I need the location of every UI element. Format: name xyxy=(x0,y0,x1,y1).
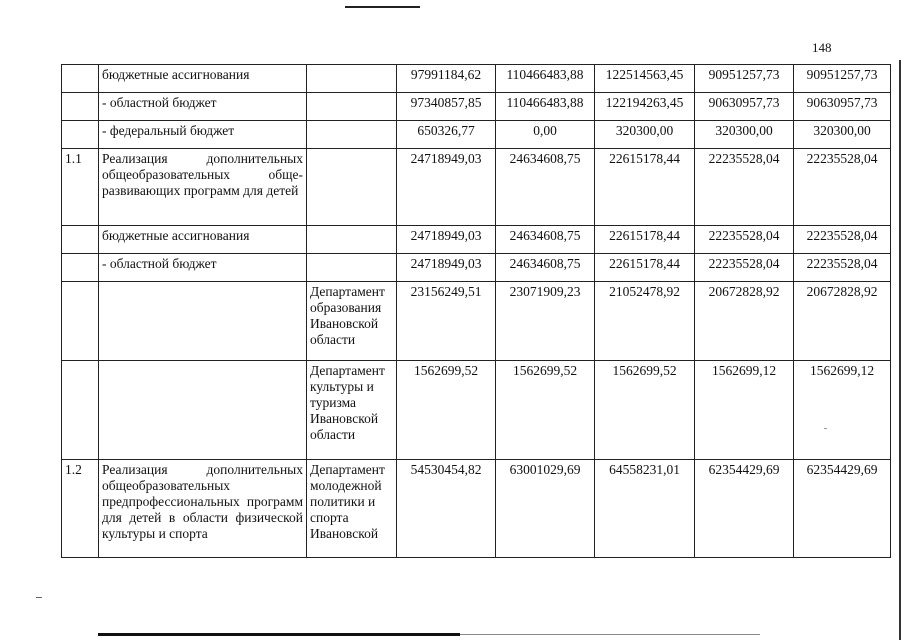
value-cell: 22235528,04 xyxy=(695,226,794,254)
value-cell: 110466483,88 xyxy=(496,93,595,121)
row-name: Реализация дополнительных общеобразовательных обще-развивающих программ для детей xyxy=(99,149,307,226)
value-cell: 110466483,88 xyxy=(496,65,595,93)
value-cell: 650326,77 xyxy=(397,121,496,149)
top-rule xyxy=(345,6,420,8)
value-cell: 1562699,12 xyxy=(695,361,794,460)
row-name xyxy=(99,282,307,361)
table-row xyxy=(62,149,891,226)
row-executor: Департамент молодежной политики и спорта Ивановской xyxy=(307,460,397,558)
row-executor: Департамент культуры и туризма Ивановской области xyxy=(307,361,397,460)
table-row xyxy=(62,361,891,460)
table-row xyxy=(62,254,891,282)
value-cell: 62354429,69 xyxy=(695,460,794,558)
bottom-rule-thin xyxy=(460,634,760,635)
row-name: бюджетные ассигнования xyxy=(99,65,307,93)
value-cell: 24718949,03 xyxy=(397,226,496,254)
row-executor xyxy=(307,226,397,254)
value-cell: 22235528,04 xyxy=(695,149,794,226)
value-cell: 24634608,75 xyxy=(496,149,595,226)
value-cell: 20672828,92 xyxy=(794,282,891,361)
row-name: бюджетные ассигнования xyxy=(99,226,307,254)
scan-edge-line xyxy=(899,60,901,640)
value-cell: 22235528,04 xyxy=(794,149,891,226)
value-cell: 320300,00 xyxy=(595,121,695,149)
table-row xyxy=(62,226,891,254)
row-name: Реализация дополнительных общеобразовательных предпрофессиональных программ для детей в области физической культуры и спорта xyxy=(99,460,307,558)
scan-speck xyxy=(36,597,42,598)
value-cell: 20672828,92 xyxy=(695,282,794,361)
value-cell: 22235528,04 xyxy=(695,254,794,282)
value-cell: 90951257,73 xyxy=(695,65,794,93)
row-executor xyxy=(307,254,397,282)
value-cell: 23156249,51 xyxy=(397,282,496,361)
row-index xyxy=(62,361,99,460)
value-cell: 90630957,73 xyxy=(794,93,891,121)
value-cell: 0,00 xyxy=(496,121,595,149)
row-executor xyxy=(307,121,397,149)
value-cell: 63001029,69 xyxy=(496,460,595,558)
row-executor xyxy=(307,149,397,226)
value-cell: 1562699,52 xyxy=(397,361,496,460)
budget-table xyxy=(61,64,891,558)
table-row xyxy=(62,460,891,558)
value-cell: 62354429,69 xyxy=(794,460,891,558)
row-index xyxy=(62,226,99,254)
table-row xyxy=(62,93,891,121)
row-index: 1.1 xyxy=(62,149,99,226)
value-cell: 1562699,52 xyxy=(496,361,595,460)
value-cell: 23071909,23 xyxy=(496,282,595,361)
row-index xyxy=(62,121,99,149)
value-cell: 320300,00 xyxy=(794,121,891,149)
value-cell: 90951257,73 xyxy=(794,65,891,93)
bottom-rule xyxy=(98,633,460,636)
table-row xyxy=(62,65,891,93)
value-cell: 122514563,45 xyxy=(595,65,695,93)
value-cell: 54530454,82 xyxy=(397,460,496,558)
value-cell: 22615178,44 xyxy=(595,254,695,282)
value-cell: 22615178,44 xyxy=(595,226,695,254)
value-cell: 22235528,04 xyxy=(794,254,891,282)
value-cell: 90630957,73 xyxy=(695,93,794,121)
page-number: 148 xyxy=(812,40,832,55)
table-row xyxy=(62,282,891,361)
value-cell: 24634608,75 xyxy=(496,254,595,282)
value-cell: 22615178,44 xyxy=(595,149,695,226)
value-cell: 22235528,04 xyxy=(794,226,891,254)
value-cell: 64558231,01 xyxy=(595,460,695,558)
value-cell: 24718949,03 xyxy=(397,149,496,226)
value-cell: 97991184,62 xyxy=(397,65,496,93)
value-cell: 1562699,52 xyxy=(595,361,695,460)
value-cell: 24634608,75 xyxy=(496,226,595,254)
row-executor xyxy=(307,65,397,93)
value-cell: 24718949,03 xyxy=(397,254,496,282)
row-index: 1.2 xyxy=(62,460,99,558)
value-cell: 21052478,92 xyxy=(595,282,695,361)
row-name xyxy=(99,361,307,460)
row-name: - областной бюджет xyxy=(99,254,307,282)
row-index xyxy=(62,282,99,361)
row-executor xyxy=(307,93,397,121)
row-name: - федеральный бюджет xyxy=(99,121,307,149)
row-name: - областной бюджет xyxy=(99,93,307,121)
row-executor: Департамент образования Ивановской области xyxy=(307,282,397,361)
value-cell: 320300,00 xyxy=(695,121,794,149)
value-cell: 122194263,45 xyxy=(595,93,695,121)
table-row xyxy=(62,121,891,149)
value-cell: 1562699,12 xyxy=(794,361,891,460)
row-index xyxy=(62,93,99,121)
value-cell: 97340857,85 xyxy=(397,93,496,121)
row-index xyxy=(62,254,99,282)
row-index xyxy=(62,65,99,93)
